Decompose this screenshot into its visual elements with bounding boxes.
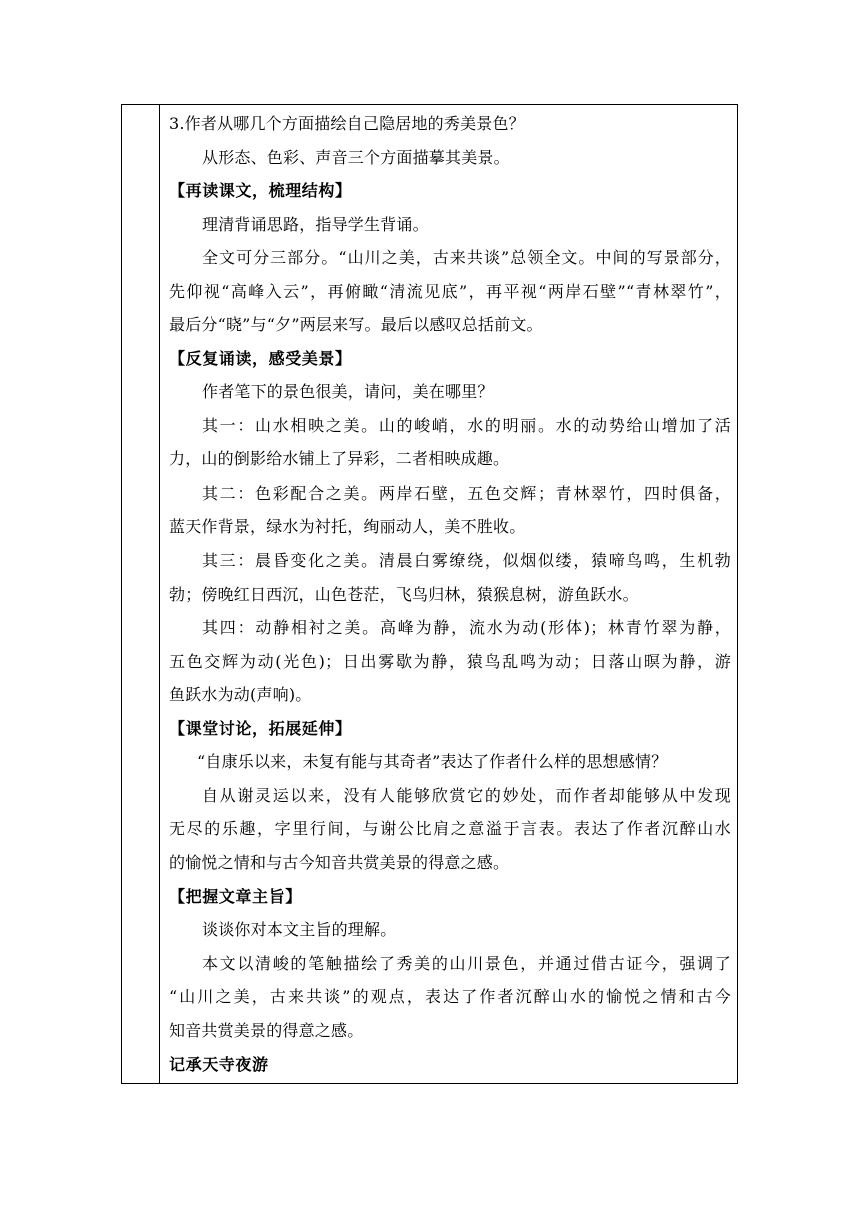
paragraph: 谈谈你对本文主旨的理解。 xyxy=(202,920,397,939)
paragraph-line: 无尽的乐趣，字里行间，与谢公比肩之意溢于言表。表达了作者沉醉山水 xyxy=(169,819,731,838)
answer-3: 从形态、色彩、声音三个方面描摹其美景。 xyxy=(202,148,510,167)
section-heading-theme: 【把握文章主旨】 xyxy=(169,887,302,906)
paragraph-line: 其三：晨昏变化之美。清晨白雾缭绕，似烟似缕，猿啼鸟鸣，生机勃 xyxy=(202,551,731,570)
paragraph-line: 的愉悦之情和与古今知音共赏美景的得意之感。 xyxy=(169,853,510,872)
paragraph-line: 其二：色彩配合之美。两岸石壁，五色交辉；青林翠竹，四时俱备， xyxy=(202,484,731,503)
next-lesson-title: 记承天寺夜游 xyxy=(169,1055,269,1074)
paragraph: 理清背诵思路，指导学生背诵。 xyxy=(202,215,429,234)
paragraph: 作者笔下的景色很美，请问，美在哪里？ xyxy=(202,382,494,401)
paragraph-line: 力，山的倒影给水铺上了异彩，二者相映成趣。 xyxy=(169,449,510,468)
paragraph-line: 五色交辉为动(光色)；日出雾歇为静，猿鸟乱鸣为动；日落山暝为静，游 xyxy=(169,652,731,671)
paragraph-line: 最后分“晓”与“夕”两层来写。最后以感叹总括前文。 xyxy=(169,315,543,334)
column-divider xyxy=(159,105,160,1083)
paragraph-line: 其一：山水相映之美。山的峻峭，水的明丽。水的动势给山增加了活 xyxy=(202,416,731,435)
section-heading-discussion: 【课堂讨论，拓展延伸】 xyxy=(169,719,352,738)
paragraph-line: 蓝天作背景，绿水为衬托，绚丽动人，美不胜收。 xyxy=(169,517,526,536)
section-heading-structure: 【再读课文，梳理结构】 xyxy=(169,181,352,200)
paragraph-line: 其四：动静相衬之美。高峰为静，流水为动(形体)；林青竹翠为静， xyxy=(202,618,731,637)
paragraph-line: 知音共赏美景的得意之感。 xyxy=(169,1021,364,1040)
question-3: 3.作者从哪几个方面描绘自己隐居地的秀美景色？ xyxy=(169,114,525,133)
paragraph: “自康乐以来，未复有能与其奇者”表达了作者什么样的思想感情？ xyxy=(197,752,668,771)
paragraph-line: 勃；傍晚红日西沉，山色苍茫，飞鸟归林，猿猴息树，游鱼跃水。 xyxy=(169,585,639,604)
paragraph-line: 本文以清峻的笔触描绘了秀美的山川景色，并通过借古证今，强调了 xyxy=(202,954,731,973)
paragraph-line: 先仰视“高峰入云”，再俯瞰“清流见底”，再平视“两岸石壁”“青林翠竹”， xyxy=(169,282,731,301)
paragraph-line: 自从谢灵运以来，没有人能够欣赏它的妙处，而作者却能够从中发现 xyxy=(202,786,731,805)
paragraph-line: 全文可分三部分。“山川之美，古来共谈”总领全文。中间的写景部分， xyxy=(202,248,731,267)
section-heading-reading: 【反复诵读，感受美景】 xyxy=(169,349,352,368)
paragraph-line: 鱼跃水为动(声响)。 xyxy=(169,685,312,704)
paragraph-line: “山川之美，古来共谈”的观点，表达了作者沉醉山水的愉悦之情和古今 xyxy=(169,987,731,1006)
